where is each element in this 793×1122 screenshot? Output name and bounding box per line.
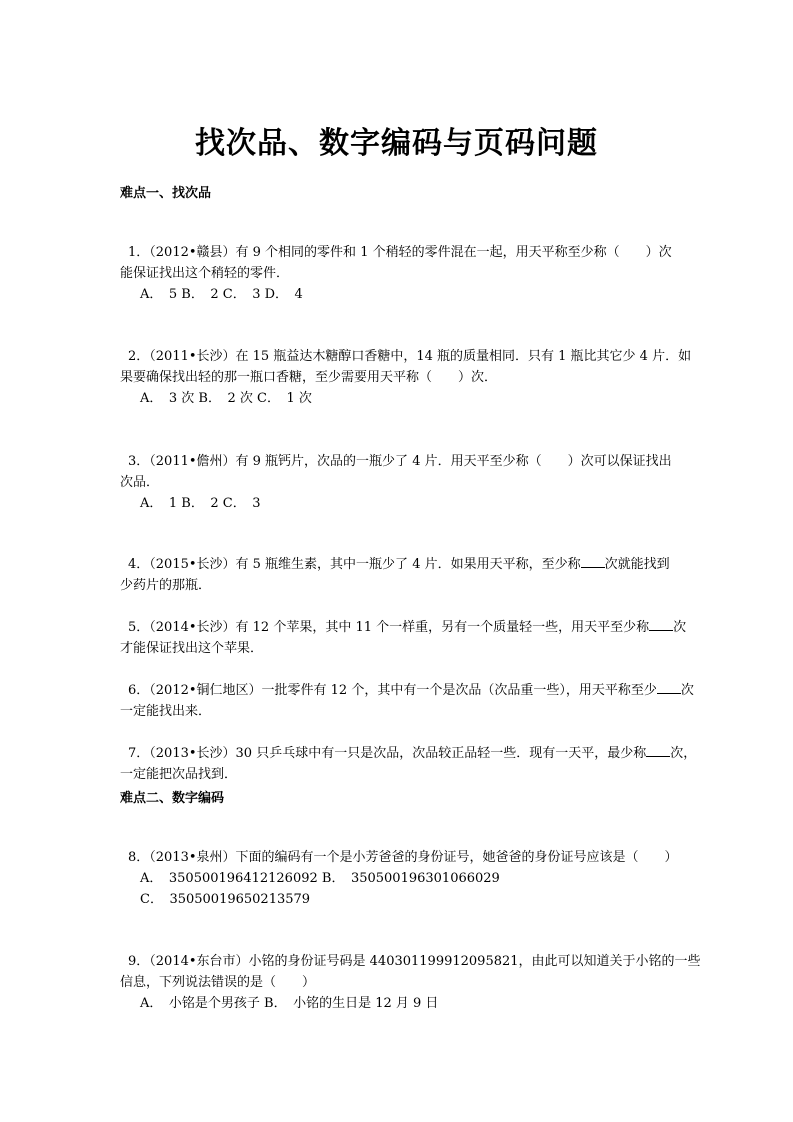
question-4 [120, 554, 676, 596]
question-8-stem: 8．（2013•泉州）下面的编码有一个是小芳爸爸的身份证号，她爸爸的身份证号应该是（ ） [128, 850, 678, 865]
answer-blank[interactable] [581, 555, 605, 568]
question-8-options-c: C． 35050019650213579 [140, 892, 311, 907]
question-4-stem: 4．（2015•长沙）有 5 瓶维生素，其中一瓶少了 4 片．如果用天平称，至少称 次就能找到 [128, 557, 670, 572]
question-6 [120, 680, 694, 722]
question-8-options-ab: A． 350500196412126092 B． 350500196301066029 [140, 871, 500, 886]
question-7-stem: 7．（2013•长沙）30 只乒乓球中有一只是次品，次品较正品轻一些．现有一天平，最少称 次， [128, 746, 697, 761]
question-1-stem: 1．（2012•赣县）有 9 个相同的零件和 1 个稍轻的零件混在一起，用天平称至少称（ ）次 [128, 245, 672, 260]
question-3-stem: 3．（2011•儋州）有 9 瓶钙片，次品的一瓶少了 4 片．用天平至少称（ ）次可以保证找出 [128, 454, 672, 469]
question-2-stem: 2．（2011•长沙）在 15 瓶益达木糖醇口香糖中，14 瓶的质量相同．只有 1 瓶比其它少 4 片．如 [128, 349, 692, 364]
question-9-options: A． 小铭是个男孩子 B． 小铭的生日是 12 月 9 日 [140, 996, 439, 1011]
section-heading-2: 难点二、数字编码 [120, 791, 225, 806]
question-5 [120, 617, 687, 659]
question-4-stem-cont: 少药片的那瓶． [120, 578, 212, 593]
question-9 [120, 951, 701, 1014]
answer-blank[interactable] [649, 618, 673, 631]
question-1-stem-cont: 能保证找出这个稍轻的零件． [120, 266, 290, 281]
question-8 [120, 847, 676, 910]
answer-blank[interactable] [646, 744, 670, 757]
question-2-stem-cont: 果要确保找出轻的那一瓶口香糖，至少需要用天平称（ ）次． [120, 370, 498, 385]
answer-blank[interactable] [657, 681, 681, 694]
question-5-stem-cont: 才能保证找出这个苹果． [120, 641, 264, 656]
question-7 [120, 743, 697, 785]
question-3 [120, 451, 676, 514]
question-2-options: A． 3 次 B． 2 次 C． 1 次 [140, 391, 312, 406]
question-7-stem-cont: 一定能把次品找到． [120, 767, 238, 782]
question-2 [120, 346, 692, 409]
page-title: 找次品、数字编码与页码问题 [195, 126, 598, 161]
question-5-stem: 5．（2014•长沙）有 12 个苹果，其中 11 个一样重，另有一个质量轻一些，用天平至少称 次 [128, 620, 687, 635]
question-1-options: A． 5 B． 2 C． 3 D． 4 [140, 287, 303, 302]
question-6-stem-cont: 一定能找出来． [120, 704, 212, 719]
question-6-stem: 6．（2012•铜仁地区）一批零件有 12 个，其中有一个是次品（次品重一些），用天平称至少 次 [128, 683, 694, 698]
question-3-stem-cont: 次品． [120, 475, 160, 490]
section-heading-1: 难点一、找次品 [120, 186, 212, 201]
question-1 [120, 242, 676, 305]
question-3-options: A． 1 B． 2 C． 3 [140, 496, 261, 511]
question-9-stem: 9．（2014•东台市）小铭的身份证号码是 440301199912095821，由此可以知道关于小铭的一些 [128, 954, 701, 969]
question-9-stem-cont: 信息，下列说法错误的是（ ） [120, 975, 316, 990]
